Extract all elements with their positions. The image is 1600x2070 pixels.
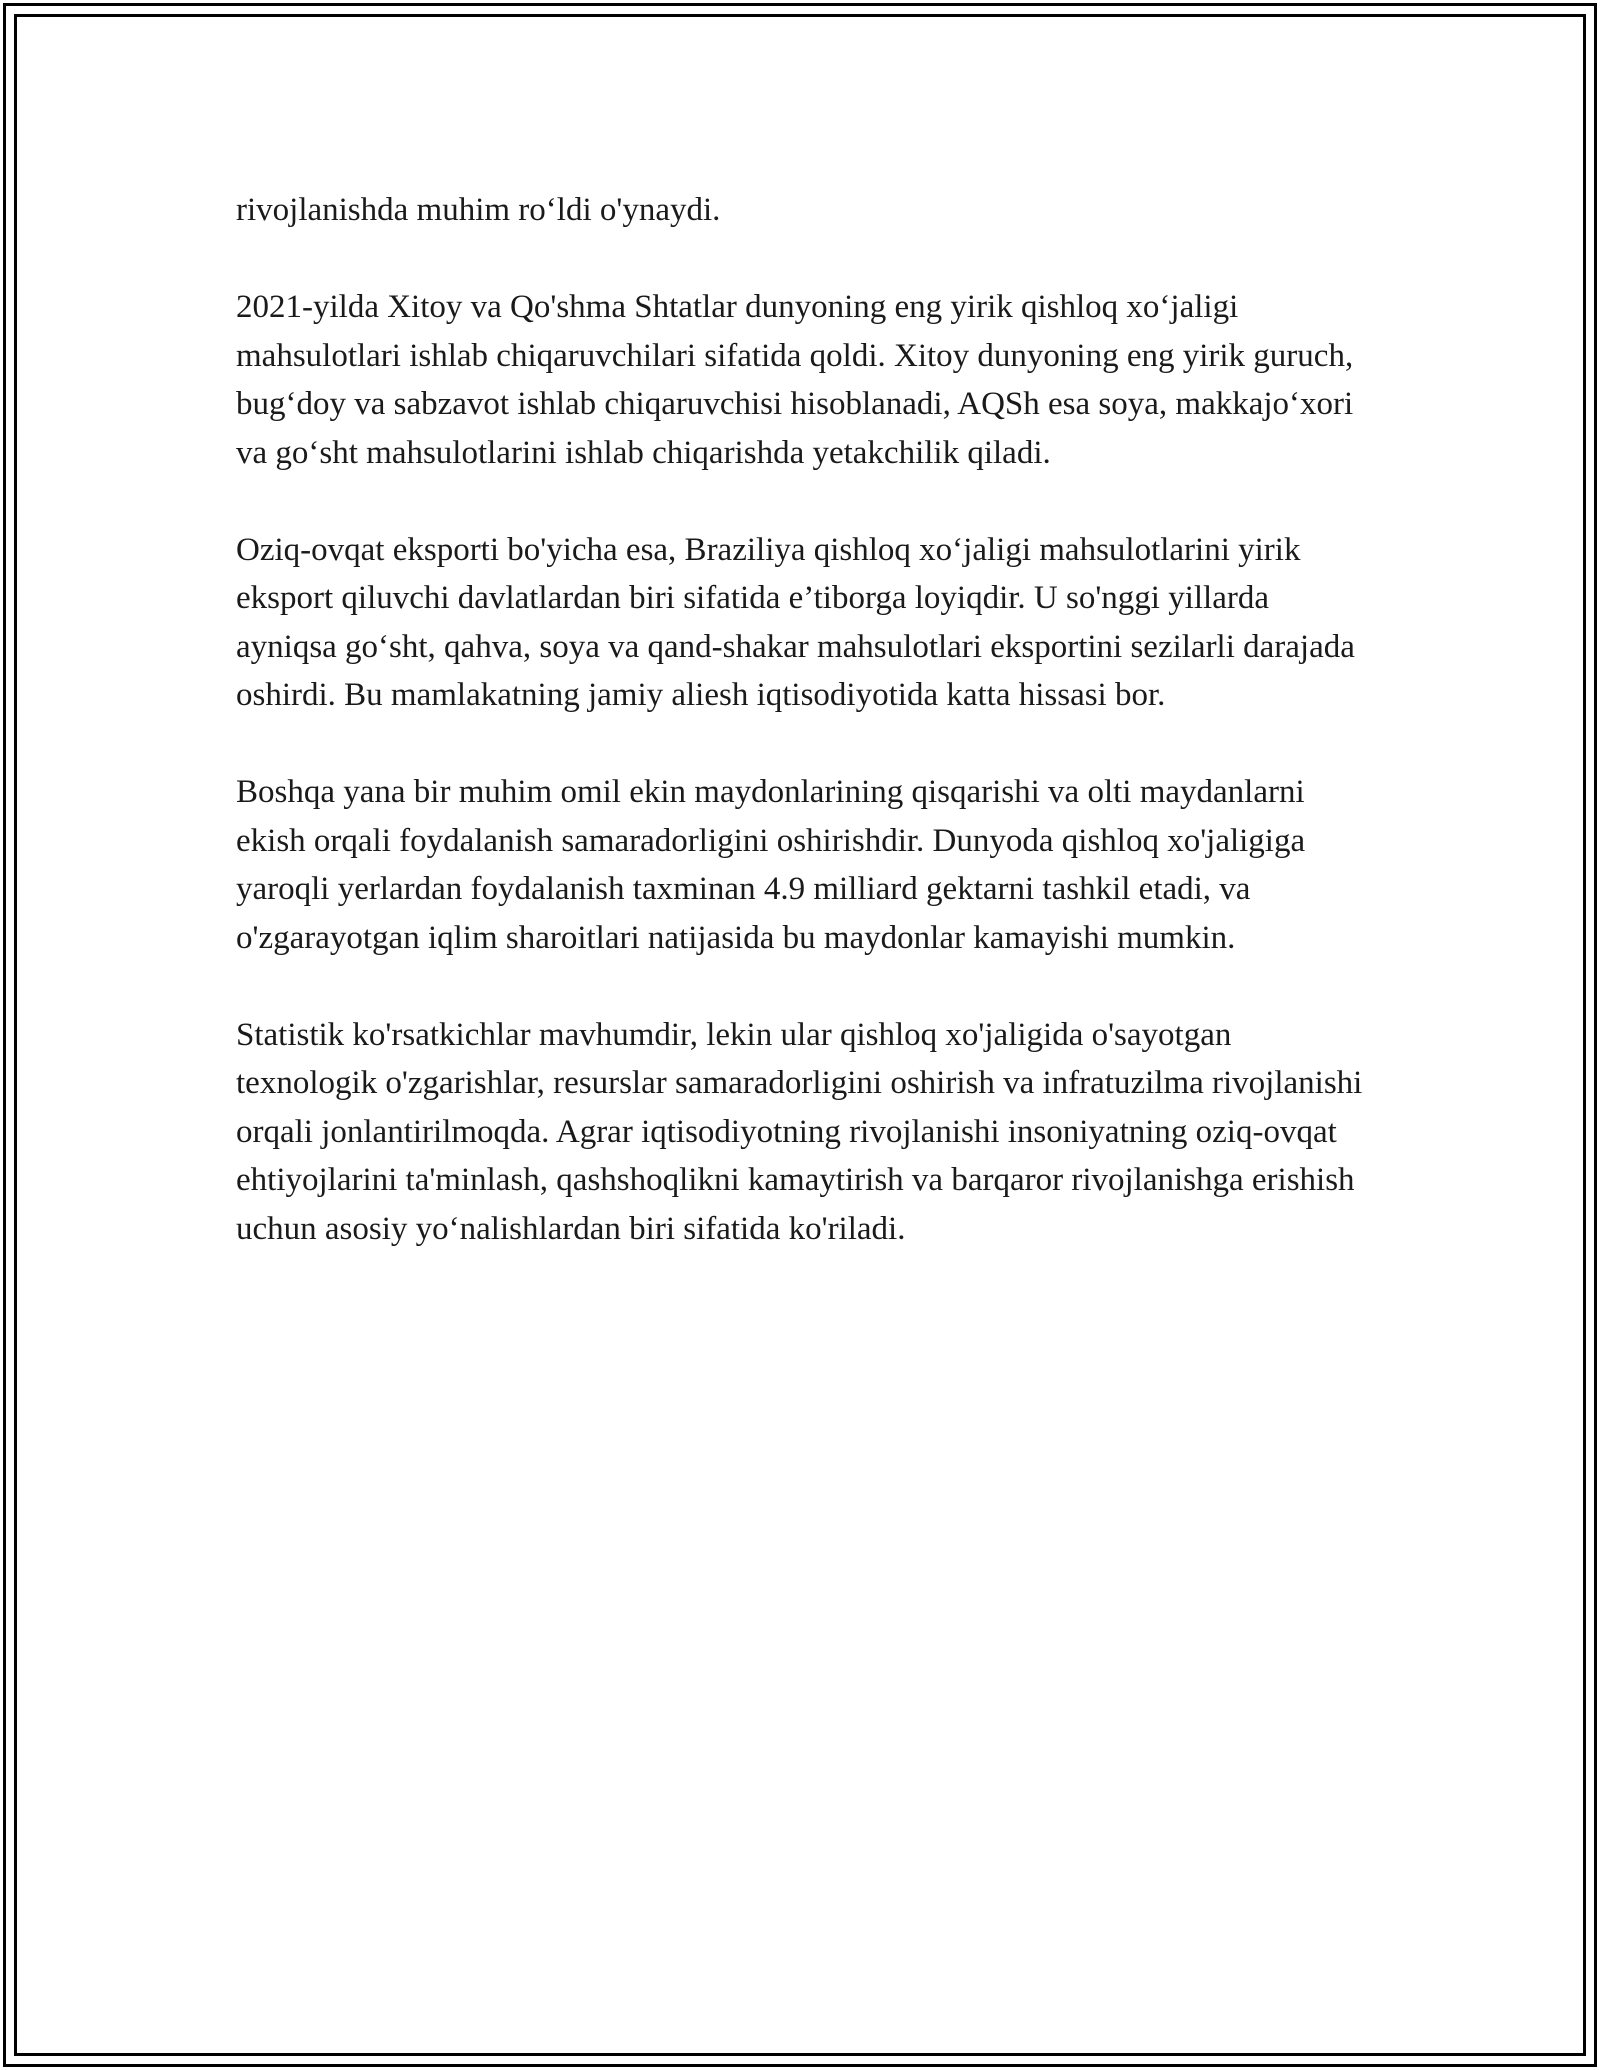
paragraph-2: 2021-yilda Xitoy va Qo'shma Shtatlar dunyoning eng yirik qishloq xo‘jaligi mahsulotlari ishlab chiqaruvchilari sifatida qoldi. Xitoy dunyoning eng yirik guruch, bug‘doy va sabzavot ishlab chiqaruvchisi hisoblanadi, AQSh esa soya, makkajo‘xori va go‘sht mahsulotlarini ishlab chiqarishda yetakchilik qiladi.: [236, 289, 1354, 471]
document-body: [236, 186, 1376, 1302]
paragraph-3: Oziq-ovqat eksporti bo'yicha esa, Braziliya qishloq xo‘jaligi mahsulotlarini yirik eksport qiluvchi davlatlardan biri sifatida e’tiborga loyiqdir. U so'nggi yillarda ayniqsa go‘sht, qahva, soya va qand-shakar mahsulotlari eksportini sezilarli darajada oshirdi. Bu mamlakatning jamiy aliesh iqtisodiyotida katta hissasi bor.: [236, 531, 1355, 713]
paragraph-4: Boshqa yana bir muhim omil ekin maydonlarining qisqarishi va olti maydanlarni ekish orqali foydalanish samaradorligini oshirishdir. Dunyoda qishloq xo'jaligiga yaroqli yerlardan foydalanish taxminan 4.9 milliard gektarni tashkil etadi, va o'zgarayotgan iqlim sharoitlari natijasida bu maydonlar kamayishi mumkin.: [236, 774, 1306, 956]
paragraph-5: Statistik ko'rsatkichlar mavhumdir, lekin ular qishloq xo'jaligida o'sayotgan texnologik o'zgarishlar, resurslar samaradorligini oshirish va infratuzilma rivojlanishi orqali jonlantirilmoqda. Agrar iqtisodiyotning rivojlanishi insoniyatning oziq-ovqat ehtiyojlarini ta'minlash, qashshoqlikni kamaytirish va barqaror rivojlanishga erishish uchun asosiy yo‘nalishlardan biri sifatida ko'riladi.: [236, 1016, 1363, 1247]
paragraph-1: rivojlanishda muhim ro‘ldi o'ynaydi.: [236, 192, 721, 228]
